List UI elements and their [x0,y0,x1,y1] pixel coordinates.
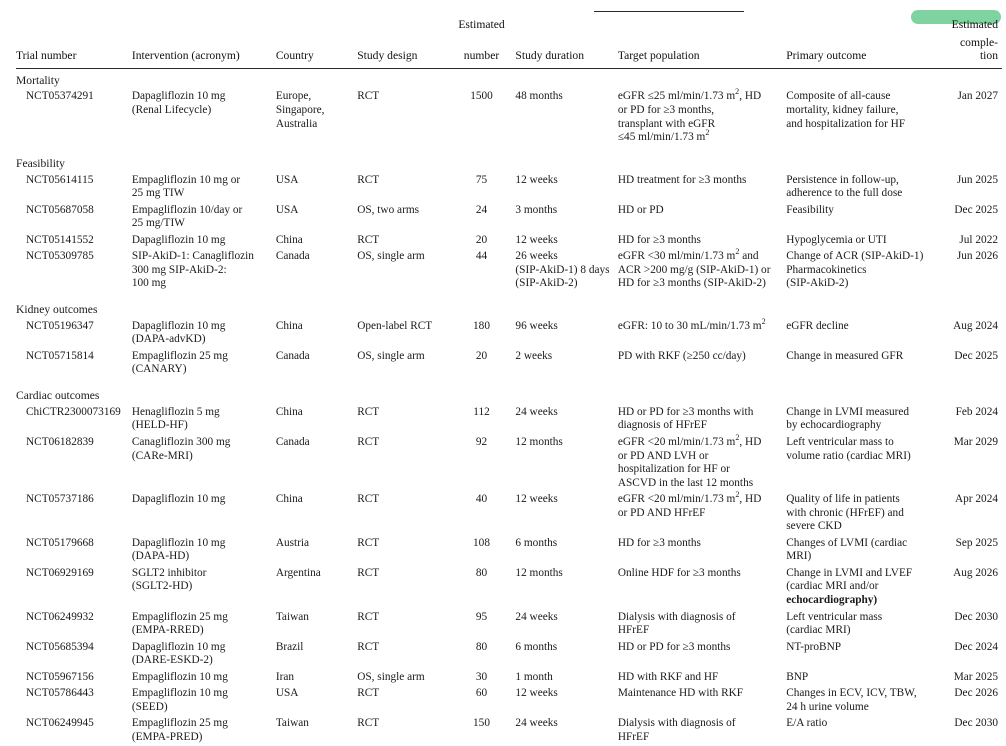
cell-primary-outcome: eGFR decline [786,319,849,332]
header-completion-line3: tion [979,49,998,63]
cell-estimated-completion: Dec 2025 [954,349,998,362]
cell-country: Europe, Singapore, Australia [275,90,325,130]
cell-target-population: eGFR: 10 to 30 mL/min/1.73 $m^2$ [617,317,766,332]
cell-study-design: RCT [357,610,380,623]
cell-intervention: Dapagliflozin 10 mg (DAPA-advKD) [131,319,226,346]
section-title: Mortality [16,74,60,88]
cell-estimated-completion: Aug 2024 [953,319,998,332]
cell-country: China [275,405,303,418]
cell-estimated-completion: Jun 2026 [956,250,998,263]
cell-study-duration: 12 weeks [515,687,558,700]
cell-target-population: Dialysis with diagnosis of HFrEF [617,717,736,743]
cell-trial-number: NCT05179668 [26,536,94,549]
cell-estimated-number: 180 [473,319,490,332]
cell-primary-outcome: NT-proBNP [786,640,842,653]
cell-trial-number: NCT05309785 [26,250,94,263]
cell-estimated-completion: Apr 2024 [955,493,998,506]
cell-trial-number: NCT06249932 [26,610,94,623]
cell-estimated-number: 75 [475,173,488,186]
cell-trial-number: NCT05685394 [26,640,94,653]
cell-trial-number: NCT05374291 [26,90,94,103]
cell-primary-outcome: Change in LVMI and LVEF (cardiac MRI and/or echocardiography) [786,566,913,606]
cell-study-design: Open-label RCT [357,319,433,332]
cell-target-population: Maintenance HD with RKF [617,687,744,700]
header-spacer-trial [16,18,132,36]
cell-estimated-number: 92 [475,435,488,448]
cell-study-duration: 3 months [515,203,558,216]
clinical-trials-table [16,18,1002,746]
cell-primary-outcome: E/A ratio [786,717,828,730]
cell-estimated-completion: Jun 2025 [956,173,998,186]
cell-country: Brazil [275,640,304,653]
cell-study-duration: 48 months [515,90,563,103]
table-header [16,18,1002,69]
table-row [16,202,1002,232]
cell-target-population: HD or PD [617,203,664,216]
header-spacer-design [357,18,451,36]
cell-primary-outcome: Change in measured GFR [786,349,904,362]
table-row [16,535,1002,565]
cell-primary-outcome: Changes of LVMI (cardiac MRI) [786,536,908,563]
cell-study-design: RCT [357,687,380,700]
cell-study-design: RCT [357,566,380,579]
header-target-population: Target population [618,36,786,69]
cell-country: Taiwan [275,610,309,623]
cell-trial-number: NCT06929169 [26,566,94,579]
cell-intervention: SIP-AkiD-1: Canagliflozin 300 mg SIP-AkiD-2: 100 mg [131,250,254,290]
cell-country: Iran [275,670,294,683]
cell-study-duration: 24 weeks [515,405,558,418]
table-row [16,609,1002,639]
cell-target-population: HD for ≥3 months [617,233,701,246]
cell-trial-number: NCT05141552 [26,233,94,246]
cell-study-duration: 12 months [515,566,563,579]
cell-trial-number: NCT05196347 [26,319,94,332]
cell-trial-number: NCT06249945 [26,717,94,730]
cell-country: USA [275,203,299,216]
header-estimated-completion-line1: Estimated [951,18,998,31]
cell-estimated-completion: Dec 2026 [954,687,998,700]
cell-primary-outcome: Feasibility [786,203,834,216]
header-estimated-completion-rest [936,36,1002,69]
cell-primary-outcome: BNP [786,670,809,683]
cell-target-population: HD or PD for ≥3 months with diagnosis of HFrEF [617,405,754,432]
cell-intervention: SGLT2 inhibitor (SGLT2-HD) [131,566,207,593]
cell-estimated-number: 80 [475,640,488,653]
table-row [16,669,1002,686]
cell-primary-outcome: Persistence in follow-up, adherence to the full dose [786,173,903,200]
cell-estimated-completion: Mar 2025 [953,670,998,683]
cell-intervention: Empagliflozin 25 mg (CANARY) [131,349,228,376]
cell-estimated-number: 112 [473,405,490,418]
cell-study-design: RCT [357,405,380,418]
section-header-row [16,69,1002,89]
cell-estimated-number: 40 [475,493,488,506]
table-row [16,492,1002,536]
header-spacer-target [618,18,786,36]
table-row [16,89,1002,146]
cell-study-duration: 2 weeks [515,349,553,362]
table-row [16,172,1002,202]
cell-study-design: RCT [357,173,380,186]
cell-study-design: RCT [357,435,380,448]
cell-intervention: Empagliflozin 10/day or 25 mg/TIW [131,203,243,230]
table-row [16,565,1002,609]
cell-country: USA [275,687,299,700]
cell-intervention: Henagliflozin 5 mg (HELD-HF) [131,405,220,432]
cell-primary-outcome: Hypoglycemia or UTI [786,233,887,246]
cell-trial-number: NCT05614115 [26,173,94,186]
cell-study-duration: 24 weeks [515,610,558,623]
cell-intervention: Dapagliflozin 10 mg [131,233,226,246]
cell-estimated-number: 24 [475,203,488,216]
cell-intervention: Dapagliflozin 10 mg [131,493,226,506]
cell-intervention: Dapagliflozin 10 mg (DAPA-HD) [131,536,226,563]
header-spacer-country [276,18,357,36]
cell-target-population: eGFR <20 ml/min/1.73 $m^2$, HD or PD AND HFrEF [617,490,762,519]
cell-trial-number: NCT05786443 [26,687,94,700]
cell-country: Argentina [275,566,321,579]
cell-estimated-completion: Dec 2030 [954,717,998,730]
cell-estimated-number: 150 [473,717,490,730]
cell-target-population: eGFR <30 ml/min/1.73 $m^2$ and ACR >200 mg/g (SIP-AkiD-1) or HD for ≥3 months (SIP-AkiD-2) [617,247,771,290]
cell-trial-number: NCT05687058 [26,203,94,216]
cell-primary-outcome: Composite of all-cause mortality, kidney failure, and hospitalization for HF [786,90,906,130]
cell-primary-outcome: Left ventricular mass to volume ratio (cardiac MRI) [786,435,911,462]
cell-study-duration: 12 weeks [515,493,558,506]
cell-study-duration: 24 weeks [515,717,558,730]
cell-study-design: OS, two arms [357,203,420,216]
cell-estimated-number: 108 [473,536,490,549]
cell-target-population: HD treatment for ≥3 months [617,173,747,186]
cell-estimated-completion: Mar 2029 [953,435,998,448]
header-estimated-number-line2: number [452,36,516,69]
cell-estimated-number: 80 [475,566,488,579]
cell-estimated-completion: Feb 2024 [955,405,998,418]
table-row [16,348,1002,378]
cell-estimated-number: 60 [475,687,488,700]
cell-target-population: Dialysis with diagnosis of HFrEF [617,610,736,637]
cell-study-duration: 96 weeks [515,319,558,332]
cell-study-design: RCT [357,640,380,653]
table-body [16,69,1002,746]
cell-country: Taiwan [275,717,309,730]
cell-study-duration: 6 months [515,536,558,549]
header-upper-row [16,18,1002,36]
cell-intervention: Canagliflozin 300 mg (CARe-MRI) [131,435,231,462]
header-study-duration: Study duration [515,36,617,69]
cell-study-duration: 6 months [515,640,558,653]
cell-country: China [275,493,303,506]
cell-study-design: RCT [357,493,380,506]
cell-trial-number: NCT05967156 [26,670,94,683]
table-row [16,686,1002,716]
cell-country: USA [275,173,299,186]
cell-study-design: RCT [357,717,380,730]
table-row [16,434,1002,491]
cell-primary-outcome: Quality of life in patients with chronic (HFrEF) and severe CKD [786,493,904,533]
cell-trial-number: NCT06182839 [26,435,94,448]
table-row [16,249,1002,293]
header-primary-outcome: Primary outcome [786,36,936,69]
header-study-design: Study design [357,36,451,69]
header-completion-line2: comple- [960,35,998,49]
section-header-row [16,298,1002,318]
cell-study-duration: 12 weeks [515,173,558,186]
table-row [16,404,1002,434]
cell-primary-outcome: Changes in ECV, ICV, TBW, 24 h urine volume [786,687,917,713]
section-header-row [16,384,1002,404]
header-spacer-duration [515,18,617,36]
section-title: Kidney outcomes [16,303,98,317]
cell-intervention: Empagliflozin 10 mg (SEED) [131,687,228,713]
cell-primary-outcome: Change in LVMI measured by echocardiography [786,405,910,432]
header-main-row [16,36,1002,69]
cell-estimated-number: 30 [475,670,488,683]
cell-primary-outcome: Change of ACR (SIP-AkiD-1) Pharmacokinetics (SIP-AkiD-2) [786,250,924,290]
cell-estimated-completion: Dec 2030 [954,610,998,623]
cell-estimated-completion: Jul 2022 [959,233,998,246]
cell-target-population: HD with RKF and HF [617,670,719,683]
header-spacer-intervention [132,18,276,36]
cell-country: Canada [275,250,310,263]
cell-study-duration: 26 weeks (SIP-AkiD-1) 8 days (SIP-AkiD-2) [515,250,610,290]
cell-country: Austria [275,536,310,549]
header-intervention: Intervention (acronym) [132,36,276,69]
cell-study-design: RCT [357,233,380,246]
cell-trial-number: ChiCTR2300073169 [26,405,121,418]
cell-study-duration: 12 months [515,435,563,448]
cell-intervention: Dapagliflozin 10 mg (Renal Lifecycle) [131,90,226,116]
top-rule-divider [594,11,744,12]
header-country: Country [276,36,357,69]
header-estimated-number-line1: Estimated [458,18,505,31]
cell-trial-number: NCT05715814 [26,349,94,362]
cell-study-duration: 1 month [515,670,553,683]
cell-estimated-completion: Sep 2025 [955,536,998,549]
cell-study-design: RCT [357,90,380,103]
cell-estimated-completion: Jan 2027 [957,90,998,103]
cell-target-population: Online HDF for ≥3 months [617,566,741,579]
cell-target-population: HD for ≥3 months [617,536,701,549]
cell-intervention: Empagliflozin 10 mg or 25 mg TIW [131,173,241,200]
cell-intervention: Dapagliflozin 10 mg (DARE-ESKD-2) [131,640,226,667]
cell-estimated-completion: Dec 2025 [954,203,998,216]
cell-intervention: Empagliflozin 25 mg (EMPA-RRED) [131,610,228,637]
cell-target-population: eGFR ≤25 ml/min/1.73 $m^2$, HD or PD for ≥3 months, transplant with eGFR ≤45 ml/min/1.73 $m^2$ [617,87,762,144]
cell-estimated-number: 20 [475,349,488,362]
cell-target-population: HD or PD for ≥3 months [617,640,731,653]
section-title: Feasibility [16,157,65,171]
cell-target-population: PD with RKF (≥250 cc/day) [617,349,746,362]
section-header-row [16,152,1002,172]
cell-intervention: Empagliflozin 25 mg (EMPA-PRED) [131,717,228,743]
cell-study-design: OS, single arm [357,670,425,683]
cell-study-design: OS, single arm [357,349,425,362]
table-row [16,716,1002,746]
cell-study-design: OS, single arm [357,250,425,263]
cell-target-population: eGFR <20 ml/min/1.73 $m^2$, HD or PD AND LVH or hospitalization for HF or ASCVD in the last 12 months [617,433,762,489]
cell-trial-number: NCT05737186 [26,493,94,506]
header-trial-number: Trial number [16,36,132,69]
cell-country: China [275,319,303,332]
cell-country: Canada [275,435,310,448]
cell-estimated-completion: Aug 2026 [953,566,998,579]
cell-estimated-number: 95 [475,610,488,623]
table-row [16,639,1002,669]
header-spacer-outcome [786,18,936,36]
cell-study-design: RCT [357,536,380,549]
cell-study-duration: 12 weeks [515,233,558,246]
cell-country: Canada [275,349,310,362]
cell-estimated-number: 20 [475,233,488,246]
cell-estimated-completion: Dec 2024 [954,640,998,653]
cell-estimated-number: 1500 [470,90,493,103]
cell-intervention: Empagliflozin 10 mg [131,670,228,683]
cell-primary-outcome: Left ventricular mass (cardiac MRI) [786,610,883,637]
table-row [16,318,1002,348]
section-title: Cardiac outcomes [16,389,100,403]
cell-country: China [275,233,303,246]
table-row [16,232,1002,249]
cell-estimated-number: 44 [475,250,488,263]
